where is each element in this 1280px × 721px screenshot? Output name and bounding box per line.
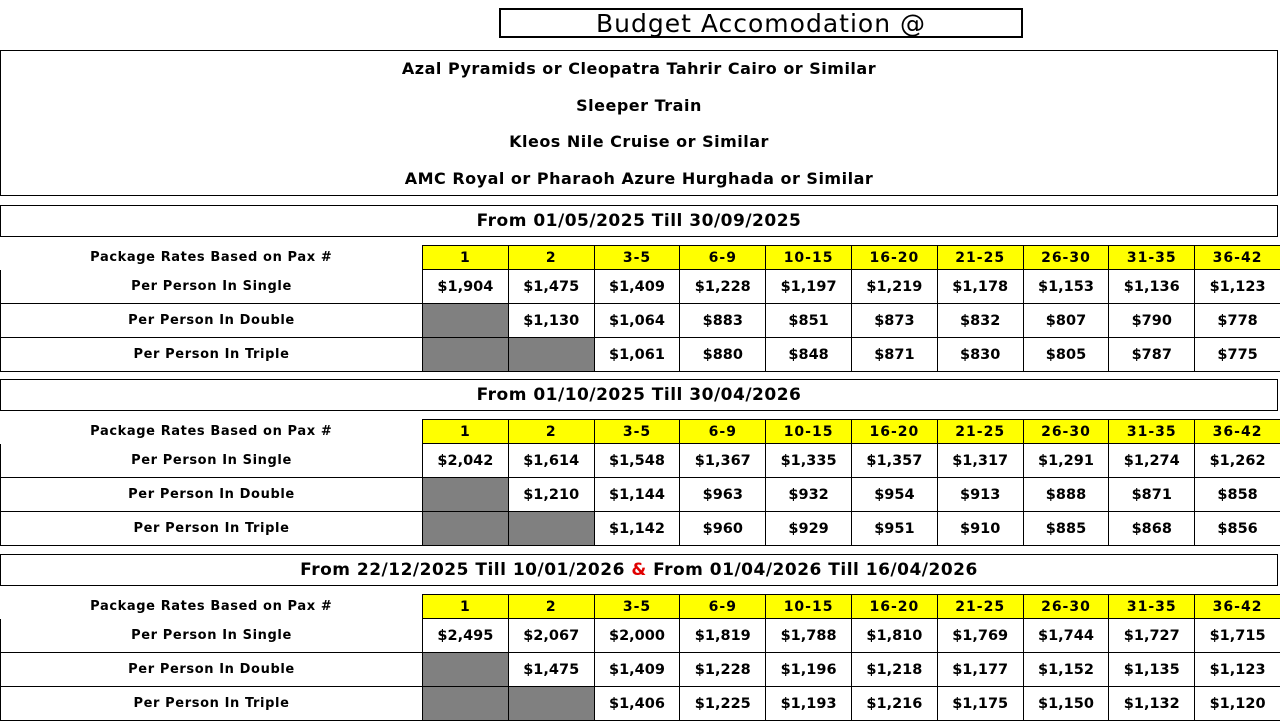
hotel-train: Sleeper Train bbox=[1, 96, 1277, 115]
price-cell: $1,152 bbox=[1023, 653, 1109, 687]
price-cell: $775 bbox=[1195, 338, 1280, 372]
unavailable-cell bbox=[423, 653, 509, 687]
price-cell: $1,130 bbox=[508, 304, 594, 338]
pax-group-header: 6-9 bbox=[680, 420, 766, 444]
price-cell: $1,197 bbox=[766, 270, 852, 304]
pax-group-header: 1 bbox=[423, 420, 509, 444]
price-cell: $1,123 bbox=[1195, 270, 1280, 304]
pax-group-header: 3-5 bbox=[594, 246, 680, 270]
price-cell: $787 bbox=[1109, 338, 1195, 372]
pax-group-header: 21-25 bbox=[937, 246, 1023, 270]
price-cell: $1,142 bbox=[594, 512, 680, 546]
ampersand: & bbox=[631, 560, 646, 580]
row-label-triple: Per Person In Triple bbox=[1, 338, 423, 372]
rate-row-double bbox=[1, 304, 1280, 338]
price-cell: $805 bbox=[1023, 338, 1109, 372]
pax-group-header: 26-30 bbox=[1023, 246, 1109, 270]
price-cell: $2,042 bbox=[423, 444, 509, 478]
rate-row-double bbox=[1, 653, 1280, 687]
pax-group-header: 16-20 bbox=[851, 246, 937, 270]
pax-group-header: 26-30 bbox=[1023, 595, 1109, 619]
rate-row-triple bbox=[1, 338, 1280, 372]
rate-row-triple bbox=[1, 687, 1280, 721]
season-3-period-b: From 01/04/2026 Till 16/04/2026 bbox=[653, 560, 978, 580]
pax-group-header: 3-5 bbox=[594, 420, 680, 444]
pax-group-header: 26-30 bbox=[1023, 420, 1109, 444]
unavailable-cell bbox=[423, 512, 509, 546]
price-cell: $2,067 bbox=[508, 619, 594, 653]
price-cell: $778 bbox=[1195, 304, 1280, 338]
price-cell: $1,409 bbox=[594, 653, 680, 687]
row-label-single: Per Person In Single bbox=[1, 444, 423, 478]
price-cell: $1,904 bbox=[423, 270, 509, 304]
price-cell: $807 bbox=[1023, 304, 1109, 338]
row-label-double: Per Person In Double bbox=[1, 478, 423, 512]
price-cell: $1,228 bbox=[680, 653, 766, 687]
rate-row-single bbox=[1, 444, 1280, 478]
price-cell: $960 bbox=[680, 512, 766, 546]
header-label: Package Rates Based on Pax # bbox=[1, 595, 423, 619]
price-cell: $1,317 bbox=[937, 444, 1023, 478]
price-cell: $1,406 bbox=[594, 687, 680, 721]
price-cell: $1,548 bbox=[594, 444, 680, 478]
season-1-period: From 01/05/2025 Till 30/09/2025 bbox=[0, 205, 1278, 237]
price-cell: $790 bbox=[1109, 304, 1195, 338]
price-cell: $1,819 bbox=[680, 619, 766, 653]
price-cell: $858 bbox=[1195, 478, 1280, 512]
season-3-rates bbox=[0, 594, 1280, 721]
pax-group-header: 2 bbox=[508, 595, 594, 619]
price-cell: $880 bbox=[680, 338, 766, 372]
pax-group-header: 21-25 bbox=[937, 420, 1023, 444]
price-cell: $1,262 bbox=[1195, 444, 1280, 478]
price-cell: $848 bbox=[766, 338, 852, 372]
price-cell: $954 bbox=[851, 478, 937, 512]
unavailable-cell bbox=[508, 512, 594, 546]
price-cell: $830 bbox=[937, 338, 1023, 372]
pax-group-header: 10-15 bbox=[766, 595, 852, 619]
hotel-hurghada: AMC Royal or Pharaoh Azure Hurghada or Similar bbox=[1, 169, 1277, 188]
price-cell: $2,000 bbox=[594, 619, 680, 653]
price-cell: $1,291 bbox=[1023, 444, 1109, 478]
price-cell: $951 bbox=[851, 512, 937, 546]
price-cell: $1,409 bbox=[594, 270, 680, 304]
price-cell: $1,064 bbox=[594, 304, 680, 338]
price-cell: $1,135 bbox=[1109, 653, 1195, 687]
unavailable-cell bbox=[423, 478, 509, 512]
price-cell: $1,210 bbox=[508, 478, 594, 512]
rate-row-triple bbox=[1, 512, 1280, 546]
rate-header-row bbox=[1, 420, 1280, 444]
price-cell: $1,136 bbox=[1109, 270, 1195, 304]
price-cell: $1,614 bbox=[508, 444, 594, 478]
season-2-period: From 01/10/2025 Till 30/04/2026 bbox=[0, 379, 1278, 411]
price-cell: $856 bbox=[1195, 512, 1280, 546]
price-cell: $868 bbox=[1109, 512, 1195, 546]
price-cell: $929 bbox=[766, 512, 852, 546]
price-cell: $1,475 bbox=[508, 270, 594, 304]
price-cell: $1,178 bbox=[937, 270, 1023, 304]
pax-group-header: 6-9 bbox=[680, 595, 766, 619]
price-cell: $1,357 bbox=[851, 444, 937, 478]
price-cell: $871 bbox=[1109, 478, 1195, 512]
unavailable-cell bbox=[508, 338, 594, 372]
rate-header-row bbox=[1, 595, 1280, 619]
row-label-single: Per Person In Single bbox=[1, 270, 423, 304]
price-cell: $1,193 bbox=[766, 687, 852, 721]
pax-group-header: 1 bbox=[423, 595, 509, 619]
price-cell: $1,150 bbox=[1023, 687, 1109, 721]
price-cell: $1,219 bbox=[851, 270, 937, 304]
pax-group-header: 21-25 bbox=[937, 595, 1023, 619]
price-cell: $1,061 bbox=[594, 338, 680, 372]
price-cell: $832 bbox=[937, 304, 1023, 338]
price-cell: $932 bbox=[766, 478, 852, 512]
price-cell: $871 bbox=[851, 338, 937, 372]
price-cell: $1,216 bbox=[851, 687, 937, 721]
pax-group-header: 16-20 bbox=[851, 420, 937, 444]
hotel-list bbox=[0, 50, 1278, 196]
pax-group-header: 2 bbox=[508, 420, 594, 444]
header-label: Package Rates Based on Pax # bbox=[1, 420, 423, 444]
price-cell: $1,225 bbox=[680, 687, 766, 721]
price-cell: $1,727 bbox=[1109, 619, 1195, 653]
page-title: Budget Accomodation @ bbox=[499, 8, 1023, 38]
price-cell: $888 bbox=[1023, 478, 1109, 512]
price-cell: $873 bbox=[851, 304, 937, 338]
price-cell: $2,495 bbox=[423, 619, 509, 653]
rate-row-double bbox=[1, 478, 1280, 512]
unavailable-cell bbox=[508, 687, 594, 721]
pax-group-header: 6-9 bbox=[680, 246, 766, 270]
price-cell: $913 bbox=[937, 478, 1023, 512]
row-label-double: Per Person In Double bbox=[1, 304, 423, 338]
price-cell: $1,335 bbox=[766, 444, 852, 478]
price-cell: $883 bbox=[680, 304, 766, 338]
row-label-triple: Per Person In Triple bbox=[1, 512, 423, 546]
hotel-cruise: Kleos Nile Cruise or Similar bbox=[1, 132, 1277, 151]
unavailable-cell bbox=[423, 304, 509, 338]
season-2-rates bbox=[0, 419, 1280, 546]
price-cell: $1,744 bbox=[1023, 619, 1109, 653]
price-cell: $910 bbox=[937, 512, 1023, 546]
price-cell: $1,196 bbox=[766, 653, 852, 687]
unavailable-cell bbox=[423, 687, 509, 721]
pax-group-header: 36-42 bbox=[1195, 420, 1280, 444]
price-cell: $1,132 bbox=[1109, 687, 1195, 721]
price-cell: $1,715 bbox=[1195, 619, 1280, 653]
header-label: Package Rates Based on Pax # bbox=[1, 246, 423, 270]
price-cell: $963 bbox=[680, 478, 766, 512]
unavailable-cell bbox=[423, 338, 509, 372]
row-label-double: Per Person In Double bbox=[1, 653, 423, 687]
row-label-single: Per Person In Single bbox=[1, 619, 423, 653]
price-cell: $1,769 bbox=[937, 619, 1023, 653]
price-cell: $851 bbox=[766, 304, 852, 338]
pax-group-header: 36-42 bbox=[1195, 595, 1280, 619]
pax-group-header: 3-5 bbox=[594, 595, 680, 619]
rate-row-single bbox=[1, 619, 1280, 653]
pax-group-header: 31-35 bbox=[1109, 595, 1195, 619]
pax-group-header: 31-35 bbox=[1109, 420, 1195, 444]
season-3-period bbox=[0, 554, 1278, 586]
price-cell: $1,228 bbox=[680, 270, 766, 304]
pax-group-header: 36-42 bbox=[1195, 246, 1280, 270]
price-cell: $1,123 bbox=[1195, 653, 1280, 687]
pax-group-header: 2 bbox=[508, 246, 594, 270]
season-1-rates bbox=[0, 245, 1280, 372]
price-cell: $885 bbox=[1023, 512, 1109, 546]
price-cell: $1,810 bbox=[851, 619, 937, 653]
price-cell: $1,367 bbox=[680, 444, 766, 478]
price-cell: $1,153 bbox=[1023, 270, 1109, 304]
rate-header-row bbox=[1, 246, 1280, 270]
price-cell: $1,218 bbox=[851, 653, 937, 687]
pax-group-header: 10-15 bbox=[766, 246, 852, 270]
price-cell: $1,175 bbox=[937, 687, 1023, 721]
pax-group-header: 16-20 bbox=[851, 595, 937, 619]
pax-group-header: 31-35 bbox=[1109, 246, 1195, 270]
row-label-triple: Per Person In Triple bbox=[1, 687, 423, 721]
pax-group-header: 1 bbox=[423, 246, 509, 270]
price-cell: $1,120 bbox=[1195, 687, 1280, 721]
price-cell: $1,788 bbox=[766, 619, 852, 653]
rate-row-single bbox=[1, 270, 1280, 304]
season-3-period-a: From 22/12/2025 Till 10/01/2026 bbox=[300, 560, 625, 580]
hotel-cairo: Azal Pyramids or Cleopatra Tahrir Cairo or Similar bbox=[1, 59, 1277, 78]
price-cell: $1,475 bbox=[508, 653, 594, 687]
pax-group-header: 10-15 bbox=[766, 420, 852, 444]
price-cell: $1,144 bbox=[594, 478, 680, 512]
price-cell: $1,274 bbox=[1109, 444, 1195, 478]
price-cell: $1,177 bbox=[937, 653, 1023, 687]
